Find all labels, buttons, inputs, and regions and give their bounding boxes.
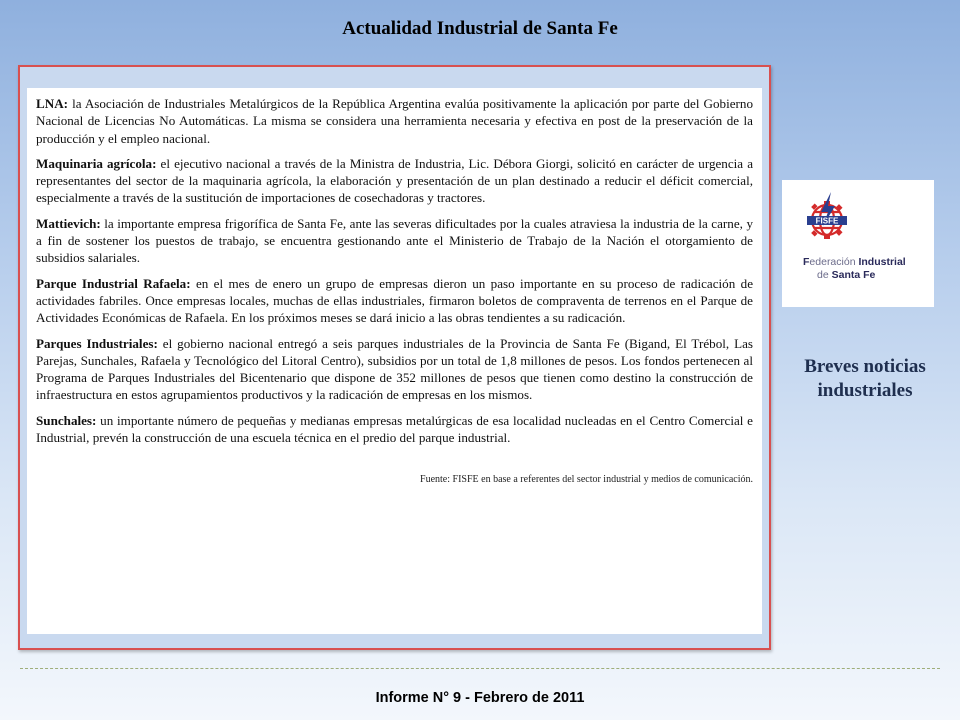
gear-globe-lightning-icon bbox=[804, 190, 850, 250]
news-item-parques-industriales bbox=[36, 335, 753, 404]
footer-report-number: Informe N° 9 - Febrero de 2011 bbox=[375, 690, 585, 706]
logo-badge-text: FISFE bbox=[815, 216, 839, 226]
news-topic: Parques Industriales: bbox=[36, 335, 158, 351]
news-topic: Sunchales: bbox=[36, 412, 97, 428]
news-topic: Mattievich: bbox=[36, 215, 101, 231]
news-text: en el mes de enero un grupo de empresas dieron un paso importante en su proceso de radicación de actividades fabriles. Once empresas locales, muchas de ellas industriales, firmaron boletos de compraventa de terrenos en el Parque de Actividades Económicas de Rafaela. En los próximos meses se dará inicio a las obras tendientes a su radicación. bbox=[36, 275, 754, 326]
news-text: un importante número de pequeñas y medianas empresas metalúrgicas de esa localidad nucleadas en el Centro Comercial e Industrial, prevén la construcción de una escuela técnica en el predio del parque industrial. bbox=[36, 412, 753, 446]
side-heading: Breves noticias industriales bbox=[804, 356, 926, 401]
footer-divider bbox=[20, 668, 940, 669]
news-topic: Parque Industrial Rafaela: bbox=[36, 275, 191, 291]
news-item-sunchales bbox=[36, 412, 753, 447]
news-item-mattievich bbox=[36, 215, 753, 267]
news-text: la Asociación de Industriales Metalúrgicos de la República Argentina evalúa positivamente la aplicación por parte del Gobierno Nacional de Licencias No Automáticas. La misma se considera una herramienta necesaria y efectiva en post de la preservación de la producción y el empleo nacional. bbox=[36, 96, 753, 146]
news-text: el gobierno nacional entregó a seis parques industriales de la Provincia de Santa Fe (Bigand, El Trébol, Las Parejas, Sunchales, Rafaela y Tecnológico del Litoral Centro), subsidios por un total de 1,8 millones de pesos. Los fondos pertenecen al Programa de Parques Industriales del Bicentenario que dispone de 352 millones de pesos que tienen como destino la construcción de infraestructura en estos agrupamientos productivos y la radicación de empresas en los mismos. bbox=[36, 335, 753, 403]
logo-line-2: de Santa Fe bbox=[817, 269, 876, 281]
news-box bbox=[27, 88, 762, 634]
news-item-maquinaria bbox=[36, 155, 753, 207]
source-note: Fuente: FISFE en base a referentes del sector industrial y medios de comunicación. bbox=[420, 474, 753, 486]
logo-line-1: Federación Industrial bbox=[803, 256, 906, 268]
news-text: la importante empresa frigorífica de Santa Fe, ante las severas dificultades por la cuales atraviesa la industria de la carne, y a fin de sostener los puestos de trabajo, se encuentra gestionando ante el Ministerio de Trabajo de la Nación el otorgamiento de subsidios salariales. bbox=[36, 215, 753, 266]
news-item-lna bbox=[36, 95, 753, 147]
news-frame bbox=[18, 65, 771, 650]
logo-text bbox=[803, 256, 931, 282]
page-title: Actualidad Industrial de Santa Fe bbox=[342, 18, 618, 39]
news-text: el ejecutivo nacional a través de la Ministra de Industria, Lic. Débora Giorgi, solicitó en carácter de urgencia a representantes del sector de la maquinaria agrícola, la elaboración y presentación de un plan destinado a reducir el déficit comercial, especialmente a través de la sustitución de importaciones de cosechadoras y tractores. bbox=[36, 155, 753, 206]
news-topic: LNA: bbox=[36, 96, 69, 111]
fisfe-logo bbox=[782, 180, 934, 307]
news-topic: Maquinaria agrícola: bbox=[36, 155, 157, 171]
news-item-parque-rafaela bbox=[36, 275, 753, 327]
